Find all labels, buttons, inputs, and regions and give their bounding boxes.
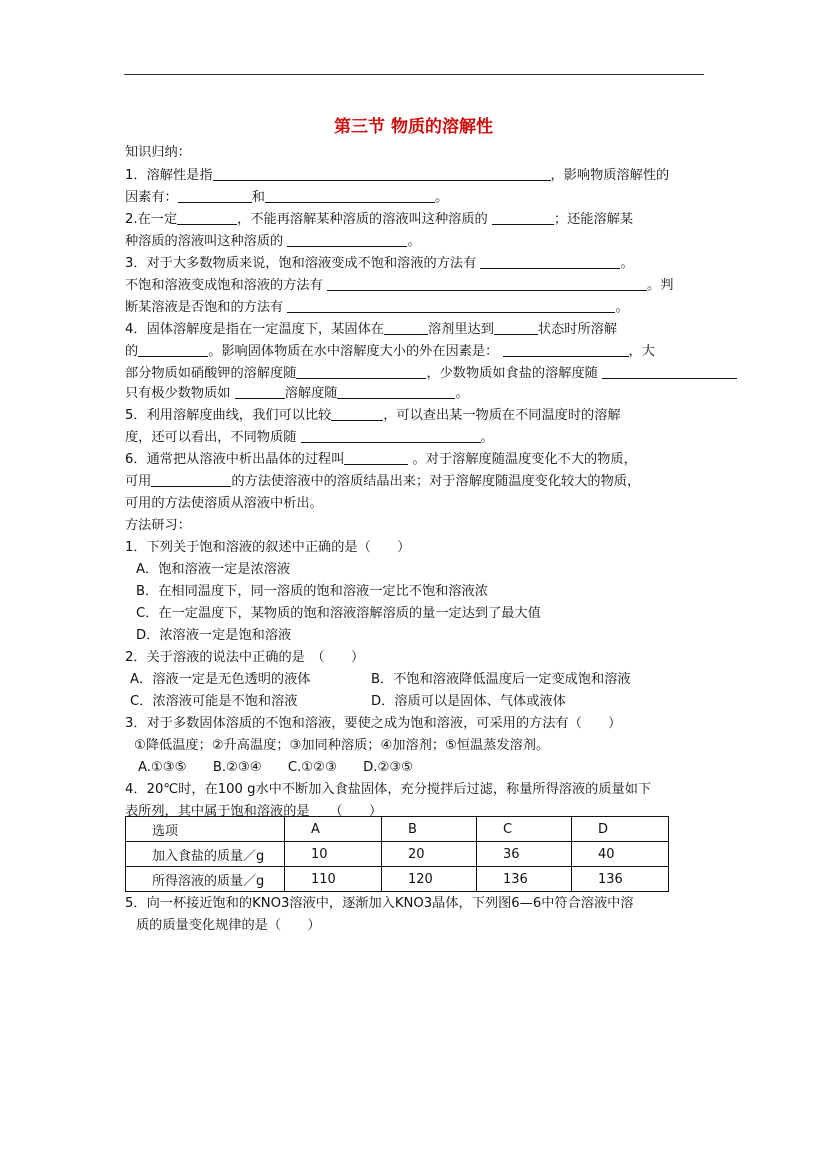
- question-4-cont: 表所列，其中属于饱和溶液的是 （ ）: [125, 804, 383, 819]
- knowledge-item-2: 2.在一定 ，不能再溶解某种溶质的溶液叫这种溶质的 ；还能溶解某: [125, 212, 634, 227]
- section-heading: 方法研习：: [125, 518, 191, 533]
- table-cell: 120: [382, 867, 477, 892]
- question-1: 1．下列关于饱和溶液的叙述中正确的是（ ）: [125, 540, 411, 555]
- data-table: [125, 816, 669, 892]
- table-row: [126, 817, 669, 842]
- table-cell: D: [572, 817, 669, 842]
- answer-blank[interactable]: [494, 321, 538, 335]
- table-cell: 20: [382, 842, 477, 867]
- answer-blank[interactable]: [331, 407, 383, 421]
- table-cell: 所得溶液的质量／g: [126, 867, 285, 892]
- knowledge-item-4: 4．固体溶解度是指在一定温度下，某固体在 溶剂里达到 状态时所溶解: [125, 322, 618, 337]
- answer-blank[interactable]: [301, 429, 481, 443]
- table-row: [126, 842, 669, 867]
- answer-blank[interactable]: [177, 211, 237, 225]
- table-cell: 加入食盐的质量／g: [126, 842, 285, 867]
- question-3-options: ①降低温度；②升高温度；③加同种溶质；④加溶剂；⑤恒温蒸发溶剂。: [134, 738, 550, 753]
- knowledge-item-6-cont2: 可用的方法使溶质从溶液中析出。: [125, 496, 323, 511]
- table-cell: 选项: [126, 817, 285, 842]
- option-b[interactable]: B．在相同温度下，同一溶质的饱和溶液一定比不饱和溶液浓: [136, 584, 488, 599]
- page-title: 第三节 物质的溶解性: [334, 117, 493, 137]
- table-cell: 40: [572, 842, 669, 867]
- table-row: [126, 867, 669, 892]
- table-cell: 136: [477, 867, 572, 892]
- answer-blank[interactable]: [492, 211, 554, 225]
- table-cell: 36: [477, 842, 572, 867]
- table-cell: 136: [572, 867, 669, 892]
- option-d[interactable]: D．溶质可以是固体、气体或液体: [371, 694, 566, 709]
- answer-blank[interactable]: [235, 385, 285, 399]
- question-3-answers[interactable]: A.①③⑤ B.②③④ C.①②③ D.②③⑤: [138, 760, 413, 775]
- answer-blank[interactable]: [344, 451, 408, 465]
- knowledge-item-2-cont: 种溶质的溶液叫这种溶质的 。: [125, 234, 421, 249]
- question-2: 2．关于溶液的说法中正确的是 （ ）: [125, 650, 365, 665]
- answer-blank[interactable]: [213, 167, 551, 181]
- knowledge-item-4-cont: 的 。影响固体物质在水中溶解度大小的外在因素是： ，大: [125, 344, 655, 359]
- header-rule: [124, 74, 704, 75]
- answer-blank[interactable]: [151, 473, 231, 487]
- answer-blank[interactable]: [265, 189, 435, 203]
- answer-blank[interactable]: [296, 365, 426, 379]
- knowledge-item-4-cont2: 部分物质如硝酸钾的溶解度随 ，少数物质如食盐的溶解度随: [125, 365, 737, 383]
- knowledge-item-5-cont: 度，还可以看出，不同物质随 。: [125, 430, 494, 445]
- answer-blank[interactable]: [138, 343, 208, 357]
- question-5: 5．向一杯接近饱和的KNO3溶液中，逐渐加入KNO3晶体，下列图6—6中符合溶液中溶: [125, 896, 634, 911]
- table-cell: A: [285, 817, 382, 842]
- table-cell: C: [477, 817, 572, 842]
- question-4: 4．20℃时，在100 g水中不断加入食盐固体，充分搅拌后过滤，称量所得溶液的质量如下: [125, 782, 652, 797]
- knowledge-item-6-cont: 可用 的方法使溶液中的溶质结晶出来；对于溶解度随温度变化较大的物质，: [125, 474, 641, 489]
- option-a[interactable]: A．溶液一定是无色透明的液体: [130, 672, 311, 687]
- answer-blank[interactable]: [602, 365, 737, 379]
- section-heading: 知识归纳：: [125, 145, 191, 160]
- question-3: 3．对于多数固体溶质的不饱和溶液，要使之成为饱和溶液，可采用的方法有（ ）: [125, 716, 622, 731]
- answer-blank[interactable]: [178, 189, 252, 203]
- option-c[interactable]: C．在一定温度下，某物质的饱和溶液溶解溶质的量一定达到了最大值: [136, 606, 541, 621]
- answer-blank[interactable]: [327, 277, 647, 291]
- table-cell: 110: [285, 867, 382, 892]
- knowledge-item-1-cont: 因素有： 和 。: [125, 190, 449, 205]
- answer-blank[interactable]: [337, 385, 455, 399]
- table-cell: B: [382, 817, 477, 842]
- knowledge-item-5: 5．利用溶解度曲线，我们可以比较 ，可以查出某一物质在不同温度时的溶解: [125, 408, 621, 423]
- knowledge-item-3-cont2: 断某溶液是否饱和的方法有 。: [125, 300, 629, 315]
- option-c[interactable]: C．浓溶液可能是不饱和溶液: [130, 694, 298, 709]
- table-cell: 10: [285, 842, 382, 867]
- knowledge-item-3: 3．对于大多数物质来说，饱和溶液变成不饱和溶液的方法有 。: [125, 256, 634, 271]
- option-a[interactable]: A．饱和溶液一定是浓溶液: [136, 562, 291, 577]
- option-d[interactable]: D．浓溶液一定是饱和溶液: [136, 628, 292, 643]
- option-b[interactable]: B．不饱和溶液降低温度后一定变成饱和溶液: [371, 672, 631, 687]
- answer-blank[interactable]: [503, 343, 629, 357]
- answer-blank[interactable]: [287, 233, 407, 247]
- knowledge-item-6: 6．通常把从溶液中析出晶体的过程叫 。对于溶解度随温度变化不大的物质，: [125, 452, 637, 467]
- knowledge-item-3-cont: 不饱和溶液变成饱和溶液的方法有 。判: [125, 278, 674, 293]
- question-5-cont: 质的质量变化规律的是（ ）: [136, 918, 321, 933]
- answer-blank[interactable]: [384, 321, 428, 335]
- knowledge-item-4-cont3: 只有极少数物质如 溶解度随 。: [125, 386, 469, 401]
- answer-blank[interactable]: [287, 299, 615, 313]
- knowledge-item-1: 1．溶解性是指 ，影响物质溶解性的: [125, 168, 670, 183]
- answer-blank[interactable]: [480, 255, 620, 269]
